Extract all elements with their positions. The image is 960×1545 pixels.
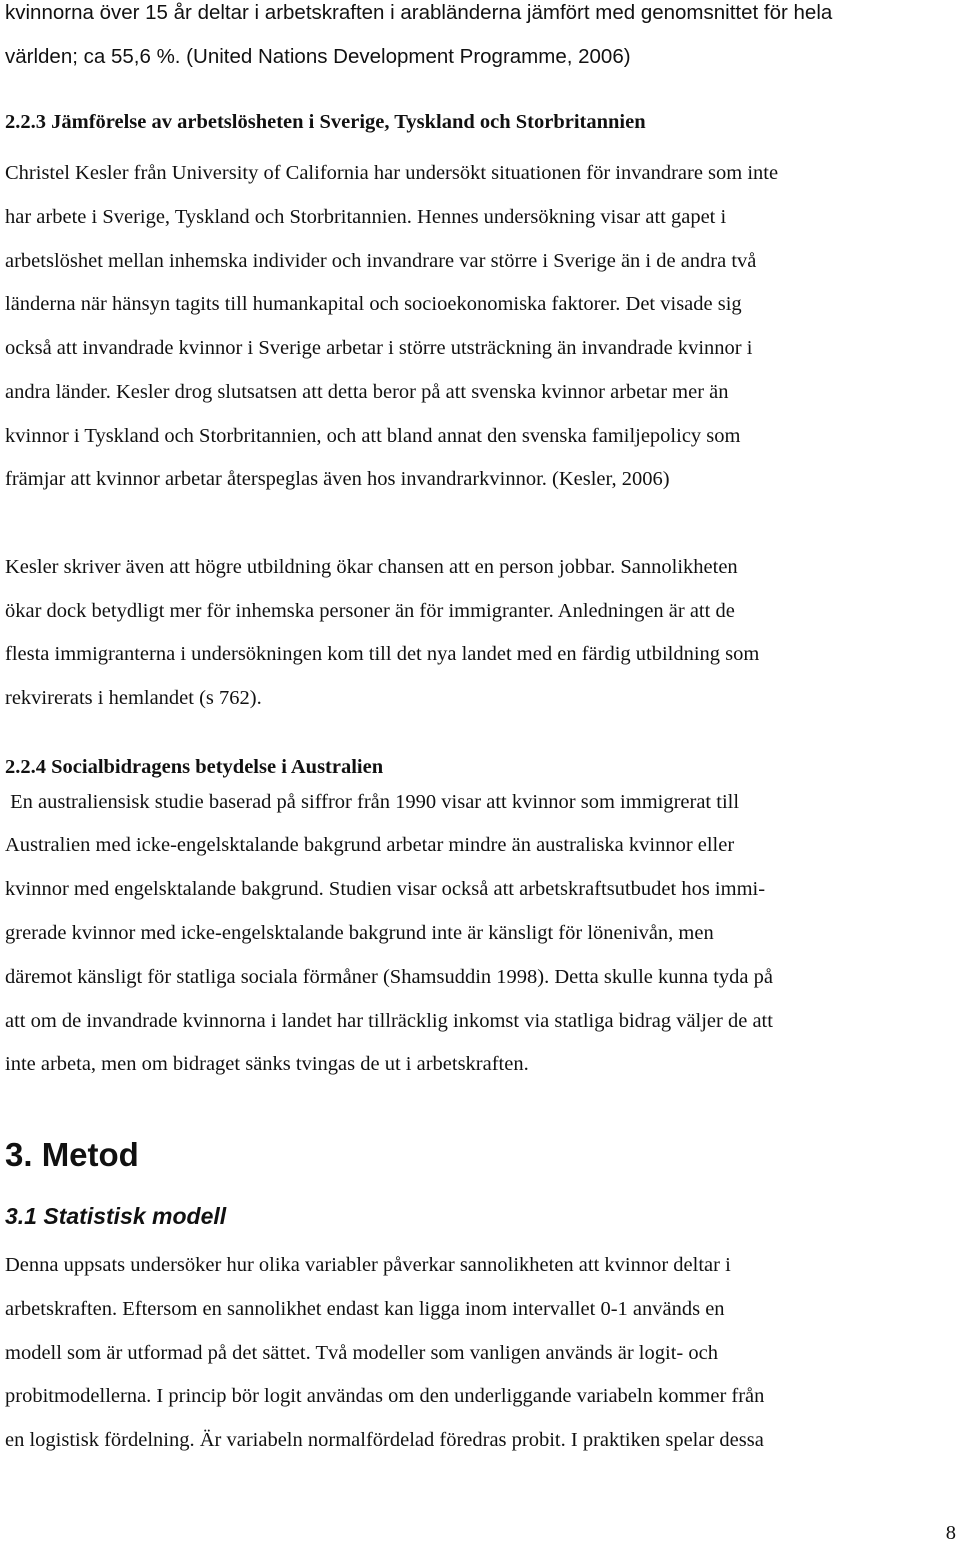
paragraph-line: rekvirerats i hemlandet (s 762).	[5, 687, 262, 709]
paragraph-line: Australien med icke-engelsktalande bakgrund arbetar mindre än australiska kvinnor eller	[5, 834, 735, 856]
paragraph-line: kvinnor i Tyskland och Storbritannien, och att bland annat den svenska familjepolicy som	[5, 425, 741, 447]
intro-line-1: kvinnorna över 15 år deltar i arbetskraften i arabländerna jämfört med genomsnittet för hela	[5, 1, 833, 24]
paragraph-line: länderna när hänsyn tagits till humankapital och socioekonomiska faktorer. Det visade sig	[5, 293, 742, 315]
paragraph-line: också att invandrade kvinnor i Sverige arbetar i större utsträckning än invandrade kvinnor i	[5, 337, 753, 359]
paragraph-line: Denna uppsats undersöker hur olika variabler påverkar sannolikheten att kvinnor deltar i	[5, 1254, 731, 1276]
paragraph-line: arbetskraften. Eftersom en sannolikhet endast kan ligga inom intervallet 0-1 används en	[5, 1298, 725, 1320]
paragraph-line: modell som är utformad på det sättet. Två modeller som vanligen används är logit- och	[5, 1342, 718, 1364]
section-heading-2-2-3: 2.2.3 Jämförelse av arbetslösheten i Sverige, Tyskland och Storbritannien	[5, 111, 646, 133]
paragraph-line: främjar att kvinnor arbetar återspeglas även hos invandrarkvinnor. (Kesler, 2006)	[5, 468, 670, 490]
paragraph-line: probitmodellerna. I princip bör logit användas om den underliggande variabeln kommer från	[5, 1385, 765, 1407]
paragraph-line: har arbete i Sverige, Tyskland och Storbritannien. Hennes undersökning visar att gapet i	[5, 206, 727, 228]
section-heading-3: 3. Metod	[5, 1136, 139, 1173]
paragraph-line: grerade kvinnor med icke-engelsktalande bakgrund inte är känsligt för lönenivån, men	[5, 922, 714, 944]
paragraph-line: en logistisk fördelning. Är variabeln normalfördelad föredras probit. I praktiken spelar dessa	[5, 1429, 764, 1451]
section-heading-3-1: 3.1 Statistisk modell	[5, 1203, 227, 1229]
paragraph-line: däremot känsligt för statliga sociala förmåner (Shamsuddin 1998). Detta skulle kunna tyda på	[5, 966, 773, 988]
paragraph-line: Kesler skriver även att högre utbildning ökar chansen att en person jobbar. Sannolikheten	[5, 556, 738, 578]
paragraph-line: ökar dock betydligt mer för inhemska personer än för immigranter. Anledningen är att de	[5, 600, 735, 622]
page-number: 8	[945, 1522, 956, 1544]
paragraph-line: flesta immigranterna i undersökningen kom till det nya landet med en färdig utbildning som	[5, 643, 760, 665]
section-heading-2-2-4: 2.2.4 Socialbidragens betydelse i Australien	[5, 756, 384, 778]
paragraph-line: En australiensisk studie baserad på siffror från 1990 visar att kvinnor som immigrerat till	[5, 791, 740, 813]
intro-line-2: världen; ca 55,6 %. (United Nations Development Programme, 2006)	[5, 45, 631, 68]
paragraph-line: Christel Kesler från University of California har undersökt situationen för invandrare som inte	[5, 162, 779, 184]
paragraph-line: kvinnor med engelsktalande bakgrund. Studien visar också att arbetskraftsutbudet hos immi-	[5, 878, 766, 900]
paragraph-line: andra länder. Kesler drog slutsatsen att detta beror på att svenska kvinnor arbetar mer än	[5, 381, 729, 403]
paragraph-line: inte arbeta, men om bidraget sänks tvingas de ut i arbetskraften.	[5, 1053, 529, 1075]
paragraph-line: att om de invandrade kvinnorna i landet har tillräcklig inkomst via statliga bidrag väljer de att	[5, 1010, 773, 1032]
paragraph-line: arbetslöshet mellan inhemska individer och invandrare var större i Sverige än i de andra två	[5, 250, 757, 272]
